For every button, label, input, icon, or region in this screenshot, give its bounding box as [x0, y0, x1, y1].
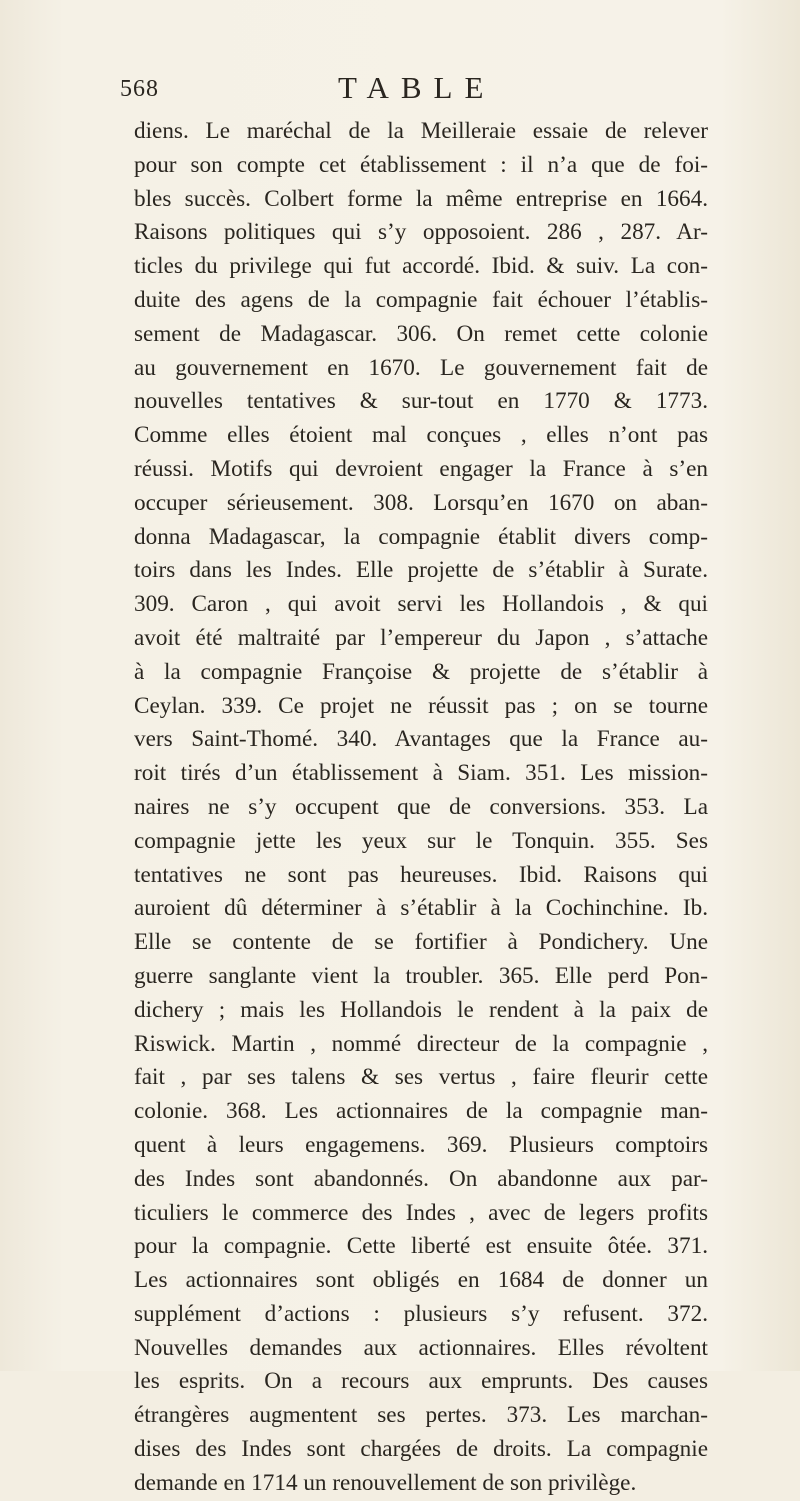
text-line: à la compagnie Françoise & projette de s’établir à	[134, 658, 708, 685]
text-line: Riswick. Martin , nommé directeur de la compagnie ,	[134, 1030, 708, 1057]
text-line: donna Madagascar, la compagnie établit divers comp-	[134, 523, 708, 550]
text-line: Elle se contente de se fortifier à Pondichery. Une	[134, 929, 708, 956]
text-line: dises des Indes sont chargées de droits. La compagnie	[134, 1436, 708, 1463]
text-line: nouvelles tentatives & sur-tout en 1770 & 1773.	[134, 388, 708, 415]
page-header	[120, 70, 680, 110]
text-line: colonie. 368. Les actionnaires de la compagnie man-	[134, 1098, 708, 1125]
text-line: Ceylan. 339. Ce projet ne réussit pas ; on se tourne	[134, 692, 708, 719]
index-text-block	[134, 115, 708, 1501]
text-line: Comme elles étoient mal conçues , elles n’ont pas	[134, 422, 708, 449]
text-line: les esprits. On a recours aux emprunts. Des causes	[134, 1368, 708, 1395]
page-number: 568	[120, 76, 159, 102]
text-line: bles succès. Colbert forme la même entreprise en 1664.	[134, 185, 708, 212]
text-line: étrangères augmentent ses pertes. 373. Les marchan-	[134, 1402, 708, 1429]
text-line: avoit été maltraité par l’empereur du Japon , s’attache	[134, 624, 708, 651]
text-line: supplément d’actions : plusieurs s’y refusent. 372.	[134, 1300, 708, 1327]
text-line: toirs dans les Indes. Elle projette de s’établir à Surate.	[134, 557, 708, 584]
text-line: Nouvelles demandes aux actionnaires. Elles révoltent	[134, 1334, 708, 1361]
text-line: pour son compte cet établissement : il n’a que de foi-	[134, 151, 708, 178]
text-line: demande en 1714 un renouvellement de son privilège.	[134, 1469, 637, 1496]
text-line: diens. Le maréchal de la Meilleraie essaie de relever	[134, 118, 708, 144]
text-line: Les actionnaires sont obligés en 1684 de donner un	[134, 1267, 708, 1294]
text-line: Raisons politiques qui s’y opposoient. 286 , 287. Ar-	[134, 219, 708, 246]
text-line: vers Saint-Thomé. 340. Avantages que la France au-	[134, 726, 708, 753]
text-line: naires ne s’y occupent que de conversions. 353. La	[134, 793, 708, 820]
text-line: fait , par ses talens & ses vertus , faire fleurir cette	[134, 1064, 708, 1091]
text-line: compagnie jette les yeux sur le Tonquin. 355. Ses	[134, 827, 708, 854]
text-line: ticles du privilege qui fut accordé. Ibid. & suiv. La con-	[134, 253, 708, 280]
running-title: TABLE	[338, 70, 496, 105]
text-line: duite des agens de la compagnie fait échouer l’établis-	[134, 286, 708, 313]
text-line: ticuliers le commerce des Indes , avec de legers profits	[134, 1199, 708, 1226]
text-line: quent à leurs engagemens. 369. Plusieurs comptoirs	[134, 1131, 708, 1158]
text-line: sement de Madagascar. 306. On remet cette colonie	[134, 320, 708, 347]
text-line: occuper sérieusement. 308. Lorsqu’en 1670 on aban-	[134, 489, 708, 516]
text-line: 309. Caron , qui avoit servi les Hollandois , & qui	[134, 591, 708, 618]
text-line: guerre sanglante vient la troubler. 365. Elle perd Pon-	[134, 962, 708, 989]
text-line: dichery ; mais les Hollandois le rendent à la paix de	[134, 996, 708, 1023]
text-line: roit tirés d’un établissement à Siam. 351. Les mission-	[134, 760, 708, 787]
text-line: des Indes sont abandonnés. On abandonne aux par-	[134, 1165, 708, 1192]
text-line: auroient dû déterminer à s’établir à la Cochinchine. Ib.	[134, 895, 708, 922]
text-line: pour la compagnie. Cette liberté est ensuite ôtée. 371.	[134, 1233, 708, 1260]
text-line: réussi. Motifs qui devroient engager la France à s’en	[134, 455, 708, 482]
text-line: tentatives ne sont pas heureuses. Ibid. Raisons qui	[134, 861, 708, 888]
text-line: au gouvernement en 1670. Le gouvernement fait de	[134, 354, 708, 381]
